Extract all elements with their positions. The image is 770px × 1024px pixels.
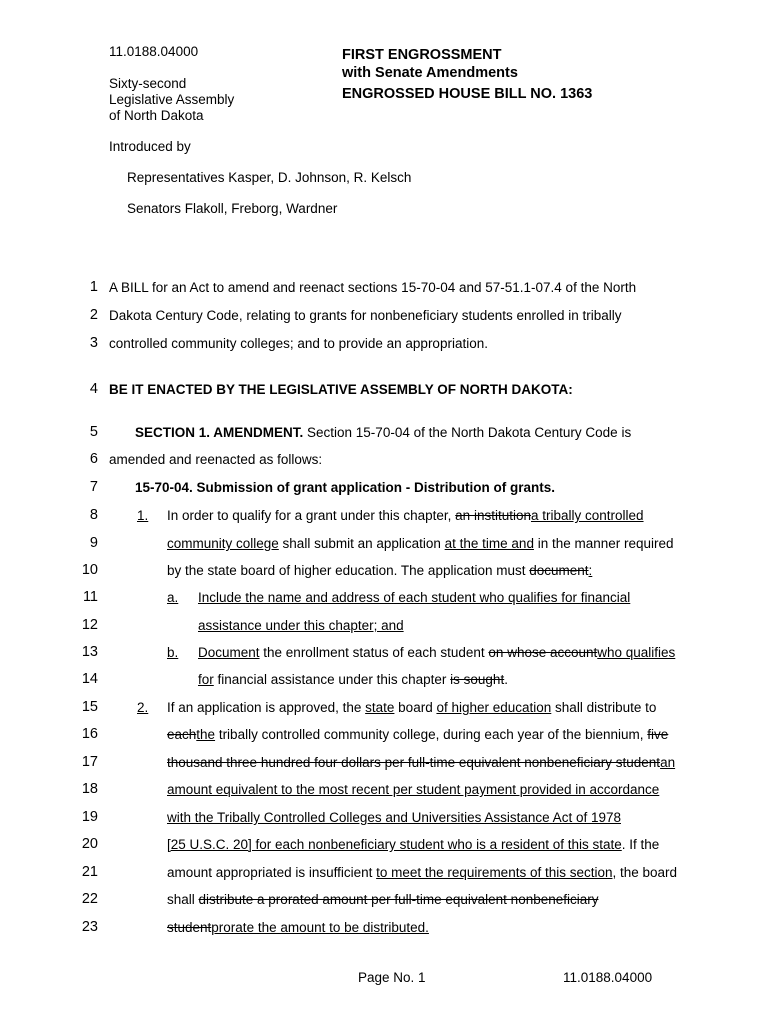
text-segment: by the state board of higher education. The application must	[167, 563, 530, 578]
bill-line	[167, 536, 674, 551]
line-number: 23	[81, 919, 98, 935]
title-bill-number: ENGROSSED HOUSE BILL NO. 1363	[342, 86, 593, 102]
bill-line	[109, 280, 636, 295]
line-number: 22	[81, 891, 98, 907]
assembly-line: Legislative Assembly	[109, 92, 235, 107]
line-number: 11	[82, 589, 98, 605]
line-text	[198, 590, 630, 605]
line-number: 13	[81, 644, 98, 660]
line-number: 14	[81, 671, 98, 687]
inserted-text: at the time and	[444, 536, 534, 551]
deleted-text: thousand three hundred four dollars per full-time equivalent nonbeneficiary student	[167, 755, 661, 770]
bill-line	[167, 563, 592, 578]
deleted-text: is sought	[450, 672, 505, 687]
inserted-text: [25 U.S.C. 20] for each nonbeneficiary student who is a resident of this state	[167, 837, 622, 852]
deleted-text: student	[167, 920, 212, 935]
list-marker: 2.	[137, 700, 149, 715]
deleted-text: an institution	[455, 508, 531, 523]
text-segment: the enrollment status of each student	[259, 645, 489, 660]
line-text	[198, 645, 675, 660]
bill-line	[167, 920, 429, 935]
text-segment: shall	[167, 892, 199, 907]
line-number: 2	[89, 307, 98, 323]
line-number: 15	[81, 699, 98, 715]
bill-line	[167, 727, 668, 742]
bill-line	[109, 452, 322, 467]
line-text	[167, 700, 656, 715]
list-marker: 1.	[137, 508, 149, 523]
inserted-text: Include the name and address of each student who qualifies for financial	[198, 590, 631, 605]
bill-line	[167, 755, 675, 770]
text-segment: amount appropriated is insufficient	[167, 865, 377, 880]
page-number: Page No. 1	[358, 970, 426, 985]
text-segment: If an application is approved, the	[167, 700, 366, 715]
line-number: 18	[81, 781, 98, 797]
text-segment: tribally controlled community college, during each year of the biennium,	[215, 727, 648, 742]
bill-line	[167, 865, 677, 880]
text-segment: shall distribute to	[551, 700, 657, 715]
inserted-text: of higher education	[436, 700, 552, 715]
text-segment: board	[394, 700, 437, 715]
text-segment: A BILL for an Act to amend and reenact sections 15-70-04 and 57-51.1-07.4 of the North	[109, 280, 637, 295]
senators: Senators Flakoll, Freborg, Wardner	[127, 201, 338, 216]
deleted-text: five	[647, 727, 669, 742]
deleted-text: on whose account	[488, 645, 598, 660]
text-segment: Section 15-70-04 of the North Dakota Century Code is	[303, 425, 632, 440]
inserted-text: with the Tribally Controlled Colleges and Universities Assistance Act of 1978	[167, 810, 621, 825]
doc-number: 11.0188.04000	[109, 44, 199, 59]
bill-line	[167, 782, 659, 797]
line-number: 8	[89, 507, 98, 523]
bill-line	[198, 672, 508, 687]
inserted-text: assistance under this chapter; and	[198, 618, 404, 633]
inserted-text: state	[365, 700, 395, 715]
bold-text: SECTION 1. AMENDMENT.	[135, 425, 304, 440]
introduced-by: Introduced by	[109, 139, 191, 154]
assembly-line: Sixty-second	[109, 76, 187, 91]
line-number: 10	[81, 562, 98, 578]
deleted-text: distribute a prorated amount per full-time equivalent nonbeneficiary	[198, 892, 599, 907]
bill-line	[198, 618, 404, 633]
text-segment: in the manner required	[533, 536, 674, 551]
inserted-text: community college	[167, 536, 279, 551]
bill-line	[109, 336, 488, 351]
bill-line	[167, 810, 621, 825]
bold-text: 15-70-04. Submission of grant application - Distribution of grants.	[135, 480, 556, 495]
line-text	[167, 508, 644, 523]
list-marker: b.	[167, 645, 179, 660]
inserted-text: for	[198, 672, 214, 687]
deleted-text: each	[167, 727, 197, 742]
inserted-text: prorate the amount to be distributed.	[211, 920, 429, 935]
bold-text: BE IT ENACTED BY THE LEGISLATIVE ASSEMBLY OF NORTH DAKOTA:	[109, 382, 573, 397]
inserted-text: Document	[198, 645, 260, 660]
line-number: 6	[89, 451, 98, 467]
bill-line	[167, 892, 599, 907]
line-number: 19	[81, 809, 98, 825]
text-segment: amended and reenacted as follows:	[109, 452, 323, 467]
list-marker: a.	[167, 590, 179, 605]
line-number: 16	[81, 726, 98, 742]
text-segment: , the board	[612, 865, 678, 880]
bill-line	[135, 425, 631, 440]
representatives: Representatives Kasper, D. Johnson, R. Kelsch	[127, 170, 412, 185]
text-segment: financial assistance under this chapter	[213, 672, 451, 687]
line-number: 17	[81, 754, 98, 770]
line-number: 5	[89, 424, 98, 440]
text-segment: shall submit an application	[278, 536, 445, 551]
inserted-text: :	[588, 563, 593, 578]
assembly-line: of North Dakota	[109, 108, 204, 123]
bill-line	[109, 308, 622, 323]
text-segment: In order to qualify for a grant under this chapter,	[167, 508, 456, 523]
text-segment: . If the	[621, 837, 660, 852]
line-number: 21	[81, 864, 98, 880]
title-engrossment: FIRST ENGROSSMENT	[342, 47, 502, 63]
inserted-text: the	[196, 727, 216, 742]
inserted-text: amount equivalent to the most recent per student payment provided in accordance	[167, 782, 660, 797]
line-number: 4	[89, 381, 98, 397]
title-senate-amendments: with Senate Amendments	[342, 65, 518, 81]
inserted-text: to meet the requirements of this section	[376, 865, 613, 880]
inserted-text: who qualifies	[597, 645, 676, 660]
assembly-block	[109, 76, 234, 124]
text-segment: controlled community colleges; and to provide an appropriation.	[109, 336, 488, 351]
inserted-text: a tribally controlled	[530, 508, 644, 523]
deleted-text: document	[529, 563, 589, 578]
inserted-text: an	[660, 755, 676, 770]
bill-line	[135, 480, 555, 495]
footer-doc-number: 11.0188.04000	[563, 970, 653, 985]
bill-line	[109, 382, 573, 397]
line-number: 12	[81, 617, 98, 633]
line-number: 3	[89, 335, 98, 351]
text-segment: Dakota Century Code, relating to grants for nonbeneficiary students enrolled in tribally	[109, 308, 622, 323]
line-number: 20	[81, 836, 98, 852]
bill-line	[167, 837, 659, 852]
line-number: 7	[89, 479, 98, 495]
text-segment: .	[504, 672, 508, 687]
line-number: 1	[89, 279, 98, 295]
line-number: 9	[89, 535, 98, 551]
